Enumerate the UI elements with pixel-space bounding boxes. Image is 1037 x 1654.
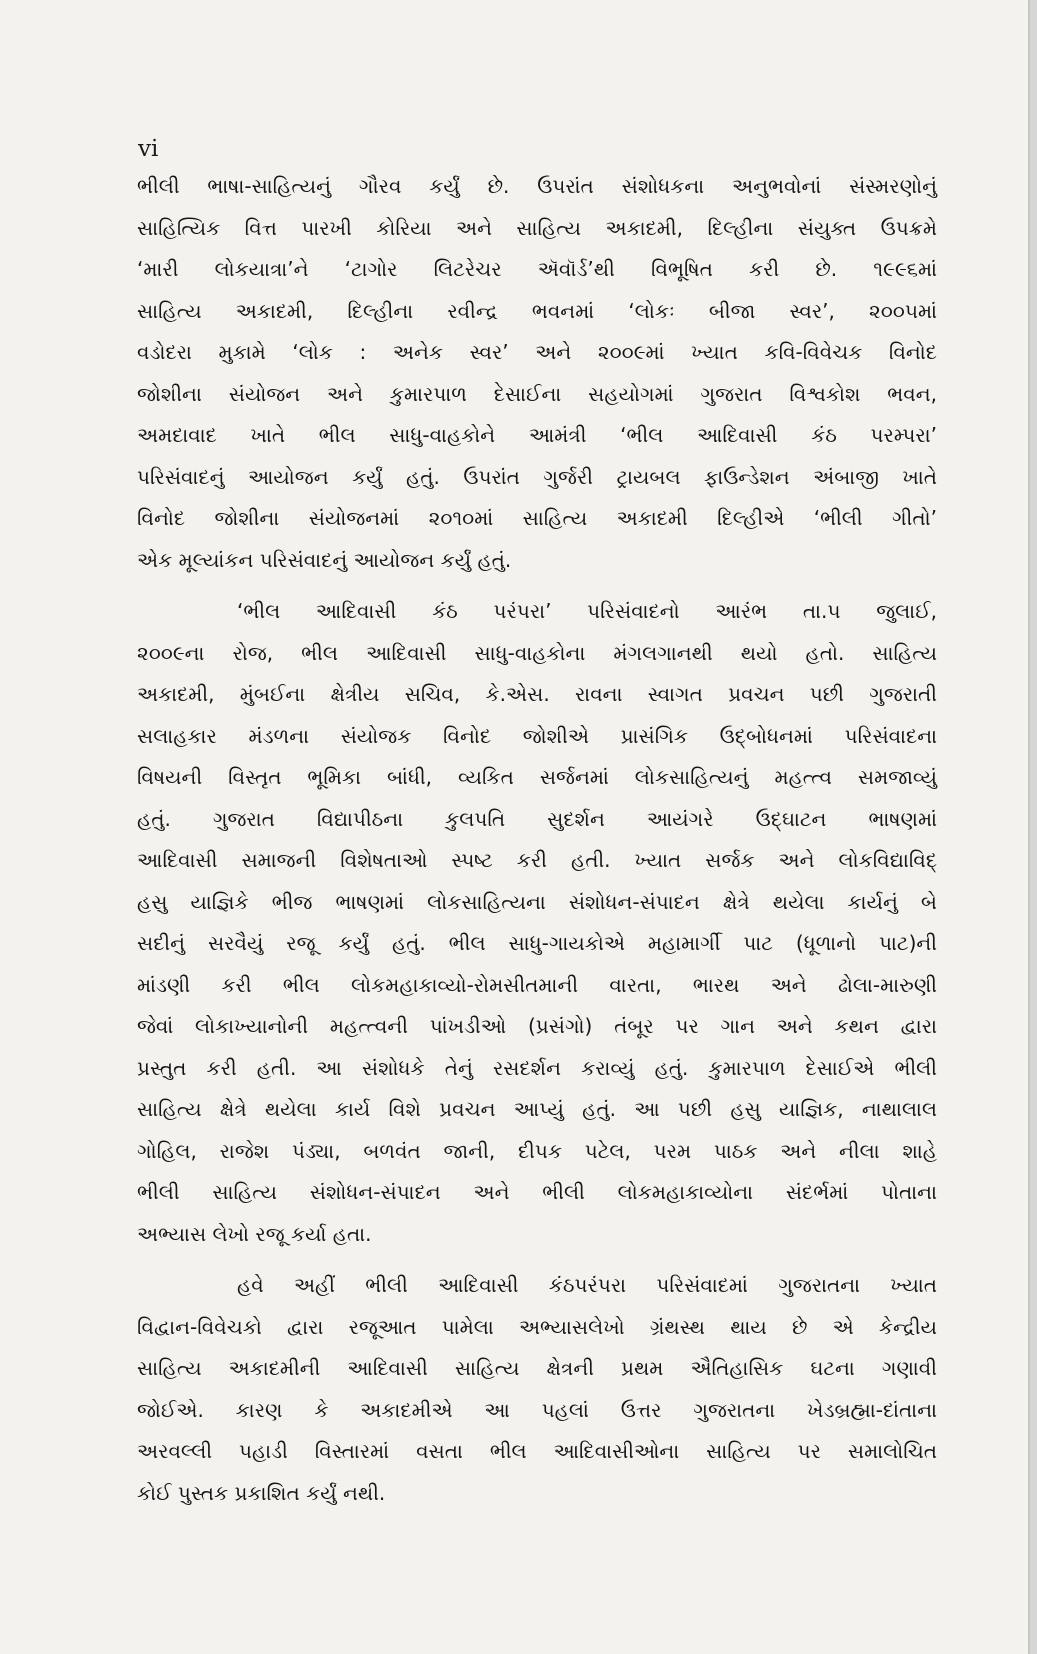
text-line: સાહિત્ય અકાદમીની આદિવાસી સાહિત્ય ક્ષેત્રની પ્રથમ ઐતિહાસિક ઘટના ગણાવી [137, 1356, 937, 1380]
text-line: જોઈએ. કારણ કે અકાદમીએ આ પહલાં ઉત્તર ગુજરાતના ખેડબ્રહ્મા-દાંતાના [137, 1397, 937, 1422]
text-line: પ્રસ્તુત કરી હતી. આ સંશોધકે તેનું રસદર્શન કરાવ્યું હતું. કુમારપાળ દેસાઈએ ભીલી [137, 1055, 937, 1080]
text-line: ‘ભીલ આદિવાસી કંઠ પરંપરા’ પરિસંવાદનો આરંભ તા.૫ જુલાઈ, [237, 599, 937, 623]
text-line: જેવાં લોકાખ્યાનોની મહત્ત્વની પાંખડીઓ (પ્રસંગો) તંબૂર પર ગાન અને કથન દ્વારા [137, 1014, 937, 1038]
text-line: વડોદરા મુકામે ‘લોક : અનેક સ્વર’ અને ૨૦૦૯માં ખ્યાત કવિ-વિવેચક વિનોદ [137, 340, 937, 364]
text-line: હવે અહીં ભીલી આદિવાસી કંઠપરંપરા પરિસંવાદમાં ગુજરાતના ખ્યાત [237, 1273, 937, 1297]
paragraph [137, 166, 937, 581]
text-line: અકાદમી, મુંબઈના ક્ષેત્રીય સચિવ, કે.એસ. રાવના સ્વાગત પ્રવચન પછી ગુજરાતી [137, 682, 937, 706]
text-line: ‘મારી લોકયાત્રા’ને ‘ટાગોર લિટરેચર ઍવૉર્ડ’થી વિભૂષિત કરી છે. ૧૯૯૬માં [137, 257, 937, 281]
body-text [137, 166, 937, 1514]
text-line: એક મૂલ્યાંકન પરિસંવાદનું આયોજન કર્યું હતું. [137, 547, 512, 572]
text-line: સાહિત્યિક વિત્ત પારખી કોરિયા અને સાહિત્ય અકાદમી, દિલ્હીના સંયુક્ત ઉપક્રમે [137, 215, 937, 240]
text-line: માંડણી કરી ભીલ લોકમહાકાવ્યો-રોમસીતમાની વારતા, ભારથ અને ઢોલા-મારુણી [137, 972, 937, 997]
text-line: જોશીના સંયોજન અને કુમારપાળ દેસાઈના સહયોગમાં ગુજરાત વિશ્વકોશ ભવન, [137, 381, 937, 406]
text-line: અભ્યાસ લેખો રજૂ કર્યા હતા. [137, 1221, 372, 1246]
text-line: સલાહકાર મંડળના સંયોજક વિનોદ જોશીએ પ્રાસંગિક ઉદ્‌બોધનમાં પરિસંવાદના [137, 723, 937, 748]
text-line: સદીનું સરવૈયું રજૂ કર્યું હતું. ભીલ સાધુ-ગાયકોએ મહામાર્ગી પાટ (ધૂળાનો પાટ)ની [137, 931, 937, 955]
text-line: પરિસંવાદનું આયોજન કર્યું હતું. ઉપરાંત ગુર્જરી ટ્રાયબલ ફાઉન્ડેશન અંબાજી ખાતે [137, 464, 937, 489]
text-line: વિદ્વાન-વિવેચકો દ્વારા રજૂઆત પામેલા અભ્યાસલેખો ગ્રંથસ્થ થાય છે એ કેન્દ્રીય [137, 1314, 937, 1339]
page-number: vi [138, 136, 159, 162]
text-line: હસુ યાજ્ઞિકે ભીજ ભાષણમાં લોકસાહિત્યના સંશોધન-સંપાદન ક્ષેત્રે થયેલા કાર્યનું બે [137, 889, 937, 914]
text-line: ૨૦૦૯ના રોજ, ભીલ આદિવાસી સાધુ-વાહકોના મંગલગાનથી થયો હતો. સાહિત્ય [137, 640, 937, 665]
text-line: કોઈ પુસ્તક પ્રકાશિત કર્યું નથી. [137, 1480, 386, 1505]
text-line: ગોહિલ, રાજેશ પંડ્યા, બળવંત જાની, દીપક પટેલ, પરમ પાઠક અને નીલા શાહે [137, 1138, 937, 1163]
paragraph [137, 1265, 937, 1514]
text-line: સાહિત્ય ક્ષેત્રે થયેલા કાર્ય વિશે પ્રવચન આપ્યું હતું. આ પછી હસુ યાજ્ઞિક, નાથાલાલ [137, 1097, 937, 1121]
text-line: વિષયની વિસ્તૃત ભૂમિકા બાંધી, વ્યકિત સર્જનમાં લોકસાહિત્યનું મહત્ત્વ સમજાવ્યું [137, 765, 937, 789]
text-line: ભીલી ભાષા-સાહિત્યનું ગૌરવ કર્યું છે. ઉપરાંત સંશોધકના અનુભવોનાં સંસ્મરણોનું [137, 174, 937, 198]
text-line: હતું. ગુજરાત વિદ્યાપીઠના કુલપતિ સુદર્શન આયંગરે ઉદ્‌ઘાટન ભાષણમાં [137, 806, 937, 831]
text-line: અમદાવાદ ખાતે ભીલ સાધુ-વાહકોને આમંત્રી ‘ભીલ આદિવાસી કંઠ પરમ્પરા’ [137, 423, 937, 447]
paragraph [137, 591, 937, 1255]
text-line: અરવલ્લી પહાડી વિસ્તારમાં વસતા ભીલ આદિવાસીઓના સાહિત્ય પર સમાલોચિત [137, 1439, 937, 1463]
text-line: વિનોદ જોશીના સંયોજનમાં ૨૦૧૦માં સાહિત્ય અકાદમી દિલ્હીએ ‘ભીલી ગીતો’ [137, 506, 937, 530]
text-line: ભીલી સાહિત્ય સંશોધન-સંપાદન અને ભીલી લોકમહાકાવ્યોના સંદર્ભમાં પોતાના [137, 1180, 937, 1204]
text-line: આદિવાસી સમાજની વિશેષતાઓ સ્પષ્ટ કરી હતી. ખ્યાત સર્જક અને લોકવિદ્યાવિદ્ [137, 848, 937, 872]
text-line: સાહિત્ય અકાદમી, દિલ્હીના રવીન્દ્ર ભવનમાં ‘લોકઃ બીજા સ્વર’, ૨૦૦૫માં [137, 298, 937, 323]
